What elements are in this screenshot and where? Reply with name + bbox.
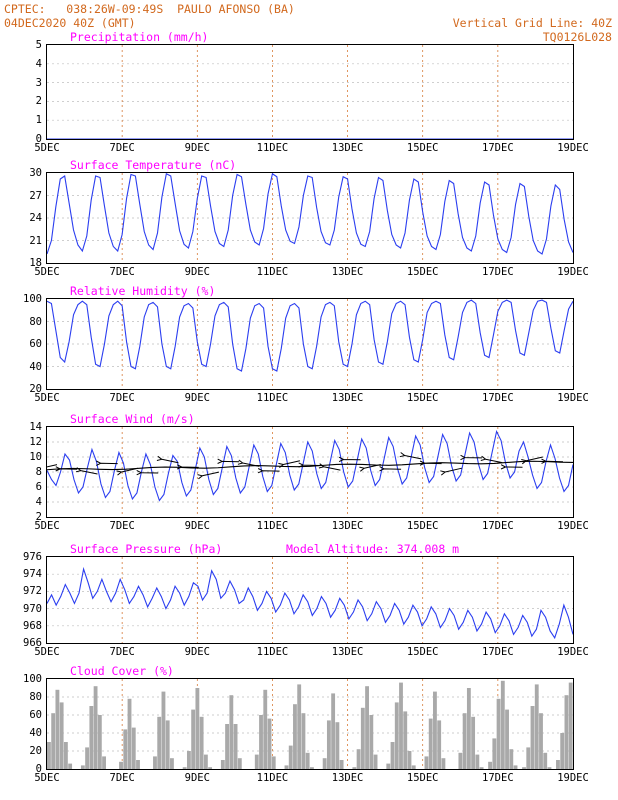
y-tick-label: 4 xyxy=(35,496,42,508)
x-tick-label: 17DEC xyxy=(482,520,514,532)
y-tick-label: 2 xyxy=(35,511,42,523)
panel-title: Surface Temperature (nC) xyxy=(70,158,237,172)
y-tick-label: 100 xyxy=(23,293,42,305)
panel-title: Precipitation (mm/h) xyxy=(70,30,209,44)
y-tick-label: 968 xyxy=(23,619,42,632)
x-tick-label: 7DEC xyxy=(109,520,135,532)
y-tick-label: 976 xyxy=(23,551,42,563)
x-tick-label: 5DEC xyxy=(34,142,60,154)
x-tick-label: 13DEC xyxy=(331,142,364,154)
y-tick-label: 1 xyxy=(35,114,42,127)
x-tick-label: 13DEC xyxy=(331,772,364,784)
y-tick-label: 4 xyxy=(35,57,42,70)
y-tick-label: 970 xyxy=(23,602,42,615)
x-tick-label: 17DEC xyxy=(482,772,514,784)
y-tick-label: 80 xyxy=(29,691,42,703)
x-tick-label: 17DEC xyxy=(482,266,514,278)
x-tick-label: 11DEC xyxy=(256,266,289,278)
x-tick-label: 9DEC xyxy=(184,772,210,784)
x-tick-label: 9DEC xyxy=(184,266,210,278)
y-tick-label: 21 xyxy=(29,234,42,247)
y-tick-label: 40 xyxy=(29,727,42,739)
x-tick-label: 11DEC xyxy=(256,772,289,784)
y-tick-label: 20 xyxy=(29,745,42,757)
x-tick-label: 13DEC xyxy=(331,520,364,532)
x-tick-label: 15DEC xyxy=(406,392,439,404)
x-tick-label: 11DEC xyxy=(256,392,289,404)
y-tick-label: 6 xyxy=(35,481,42,493)
panel-title: Relative Humidity (%) xyxy=(70,284,216,298)
x-tick-label: 15DEC xyxy=(406,646,439,658)
x-tick-label: 5DEC xyxy=(34,392,60,404)
panel-subtitle: Model Altitude: 374.008 m xyxy=(286,542,460,556)
y-tick-label: 27 xyxy=(29,189,42,202)
plot-area xyxy=(46,44,574,140)
x-tick-label: 15DEC xyxy=(406,520,439,532)
x-tick-label: 11DEC xyxy=(256,142,289,154)
y-tick-label: 10 xyxy=(29,451,42,463)
x-tick-label: 19DEC xyxy=(557,646,589,658)
x-tick-label: 5DEC xyxy=(34,266,60,278)
x-tick-label: 19DEC xyxy=(557,266,589,278)
plot-area xyxy=(46,426,574,518)
plot-area xyxy=(46,678,574,770)
x-tick-label: 17DEC xyxy=(482,392,514,404)
x-tick-label: 19DEC xyxy=(557,520,589,532)
x-tick-label: 7DEC xyxy=(109,772,135,784)
x-tick-label: 7DEC xyxy=(109,142,135,154)
plot-area xyxy=(46,556,574,644)
x-tick-label: 13DEC xyxy=(331,646,364,658)
y-tick-label: 5 xyxy=(35,39,42,51)
header-vertical-grid-line: Vertical Grid Line: 40Z xyxy=(452,16,612,30)
panel-title: Cloud Cover (%) xyxy=(70,664,174,678)
header-date-line: 04DEC2020 40Z (GMT) xyxy=(4,16,136,30)
x-tick-label: 9DEC xyxy=(184,646,210,658)
x-tick-label: 9DEC xyxy=(184,520,210,532)
x-tick-label: 19DEC xyxy=(557,392,589,404)
header-station-line: CPTEC: 038:26W-09:49S PAULO AFONSO (BA) xyxy=(4,2,295,16)
plot-area xyxy=(46,172,574,264)
x-tick-label: 19DEC xyxy=(557,772,589,784)
header-model-id: TQ0126L028 xyxy=(542,30,612,44)
y-tick-label: 80 xyxy=(29,315,42,328)
x-tick-label: 7DEC xyxy=(109,646,135,658)
x-tick-label: 5DEC xyxy=(34,646,60,658)
panel-title: Surface Wind (m/s) xyxy=(70,412,195,426)
x-tick-label: 11DEC xyxy=(256,646,289,658)
y-tick-label: 100 xyxy=(23,673,42,685)
x-tick-label: 5DEC xyxy=(34,772,60,784)
y-tick-label: 974 xyxy=(23,568,42,581)
x-tick-label: 15DEC xyxy=(406,266,439,278)
plot-area xyxy=(46,298,574,390)
x-tick-label: 13DEC xyxy=(331,392,364,404)
y-tick-label: 30 xyxy=(29,167,42,179)
x-tick-label: 9DEC xyxy=(184,392,210,404)
x-tick-label: 19DEC xyxy=(557,142,589,154)
x-tick-label: 13DEC xyxy=(331,266,364,278)
x-tick-label: 11DEC xyxy=(256,520,289,532)
y-tick-label: 60 xyxy=(29,709,42,721)
x-tick-label: 15DEC xyxy=(406,142,439,154)
x-tick-label: 7DEC xyxy=(109,266,135,278)
y-tick-label: 972 xyxy=(23,585,42,598)
y-tick-label: 18 xyxy=(29,257,42,269)
x-tick-label: 9DEC xyxy=(184,142,210,154)
x-tick-label: 7DEC xyxy=(109,392,135,404)
y-tick-label: 966 xyxy=(23,637,42,649)
y-tick-label: 3 xyxy=(35,76,42,89)
panel-title: Surface Pressure (hPa) xyxy=(70,542,223,556)
y-tick-label: 2 xyxy=(35,95,42,108)
x-tick-label: 17DEC xyxy=(482,646,514,658)
y-tick-label: 24 xyxy=(29,212,42,224)
y-tick-label: 8 xyxy=(35,466,42,478)
x-tick-label: 17DEC xyxy=(482,142,514,154)
x-tick-label: 5DEC xyxy=(34,520,60,532)
y-tick-label: 60 xyxy=(29,338,42,350)
x-tick-label: 15DEC xyxy=(406,772,439,784)
y-tick-label: 40 xyxy=(29,360,42,373)
y-tick-label: 12 xyxy=(29,436,42,448)
y-tick-label: 0 xyxy=(35,133,42,145)
y-tick-label: 14 xyxy=(29,421,42,433)
y-tick-label: 0 xyxy=(35,763,42,775)
y-tick-label: 20 xyxy=(29,383,42,395)
